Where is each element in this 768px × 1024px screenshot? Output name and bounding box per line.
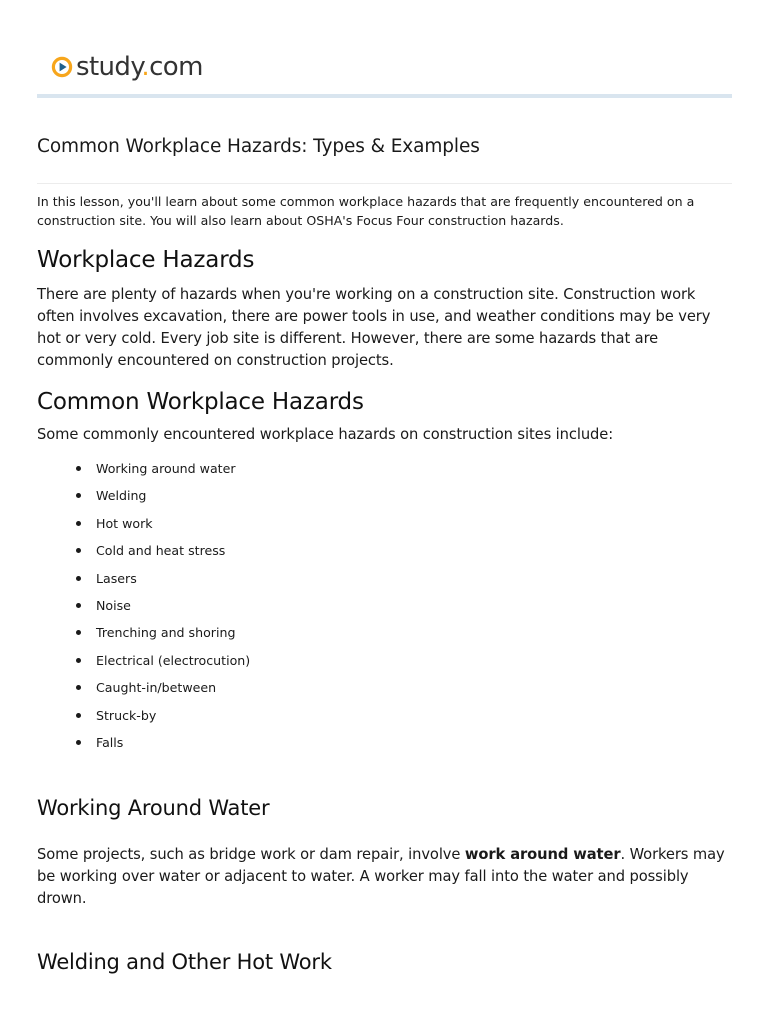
common-hazards-intro: Some commonly encountered workplace hazards on construction sites include: — [37, 426, 614, 443]
list-item: Trenching and shoring — [96, 619, 250, 646]
logo-dot: . — [141, 52, 150, 82]
list-item: Struck-by — [96, 702, 250, 729]
list-item: Falls — [96, 729, 250, 756]
document-title: Common Workplace Hazards: Types & Examples — [37, 136, 480, 157]
list-item: Cold and heat stress — [96, 537, 250, 564]
list-item: Noise — [96, 592, 250, 619]
water-emphasis: work around water — [464, 846, 621, 863]
header-divider — [37, 94, 732, 98]
list-item: Electrical (electrocution) — [96, 647, 250, 674]
heading-working-around-water: Working Around Water — [37, 796, 270, 820]
workplace-hazards-paragraph: There are plenty of hazards when you're working on a construction site. Construction work often involves excavation, there are power tools in use, and weather conditions may be very hot or very cold. Every job site is different. However, there are some hazards that are commonly encountered on construction projects. — [37, 286, 711, 369]
heading-common-workplace-hazards: Common Workplace Hazards — [37, 389, 364, 415]
working-around-water-paragraph — [37, 844, 737, 910]
hazard-list — [96, 455, 250, 756]
water-text-after: . Workers may be working over water or adjacent to water. A worker may fall into the water and possibly drown. — [37, 846, 725, 907]
list-item: Caught-in/between — [96, 674, 250, 701]
title-divider — [37, 183, 732, 184]
list-item: Hot work — [96, 510, 250, 537]
list-item: Working around water — [96, 455, 250, 482]
lesson-intro: In this lesson, you'll learn about some common workplace hazards that are frequently encountered on a construction site. You will also learn about OSHA's Focus Four construction hazards. — [37, 194, 695, 228]
logo-tld: com — [149, 52, 203, 82]
logo-name: study — [76, 52, 142, 82]
logo-wordmark — [76, 50, 203, 84]
list-item: Welding — [96, 482, 250, 509]
list-item: Lasers — [96, 565, 250, 592]
water-text-before: Some projects, such as bridge work or dam repair, involve — [37, 846, 465, 863]
site-logo[interactable] — [51, 50, 203, 84]
heading-workplace-hazards: Workplace Hazards — [37, 247, 255, 273]
play-circle-icon — [51, 56, 73, 78]
heading-welding-hot-work: Welding and Other Hot Work — [37, 950, 332, 974]
